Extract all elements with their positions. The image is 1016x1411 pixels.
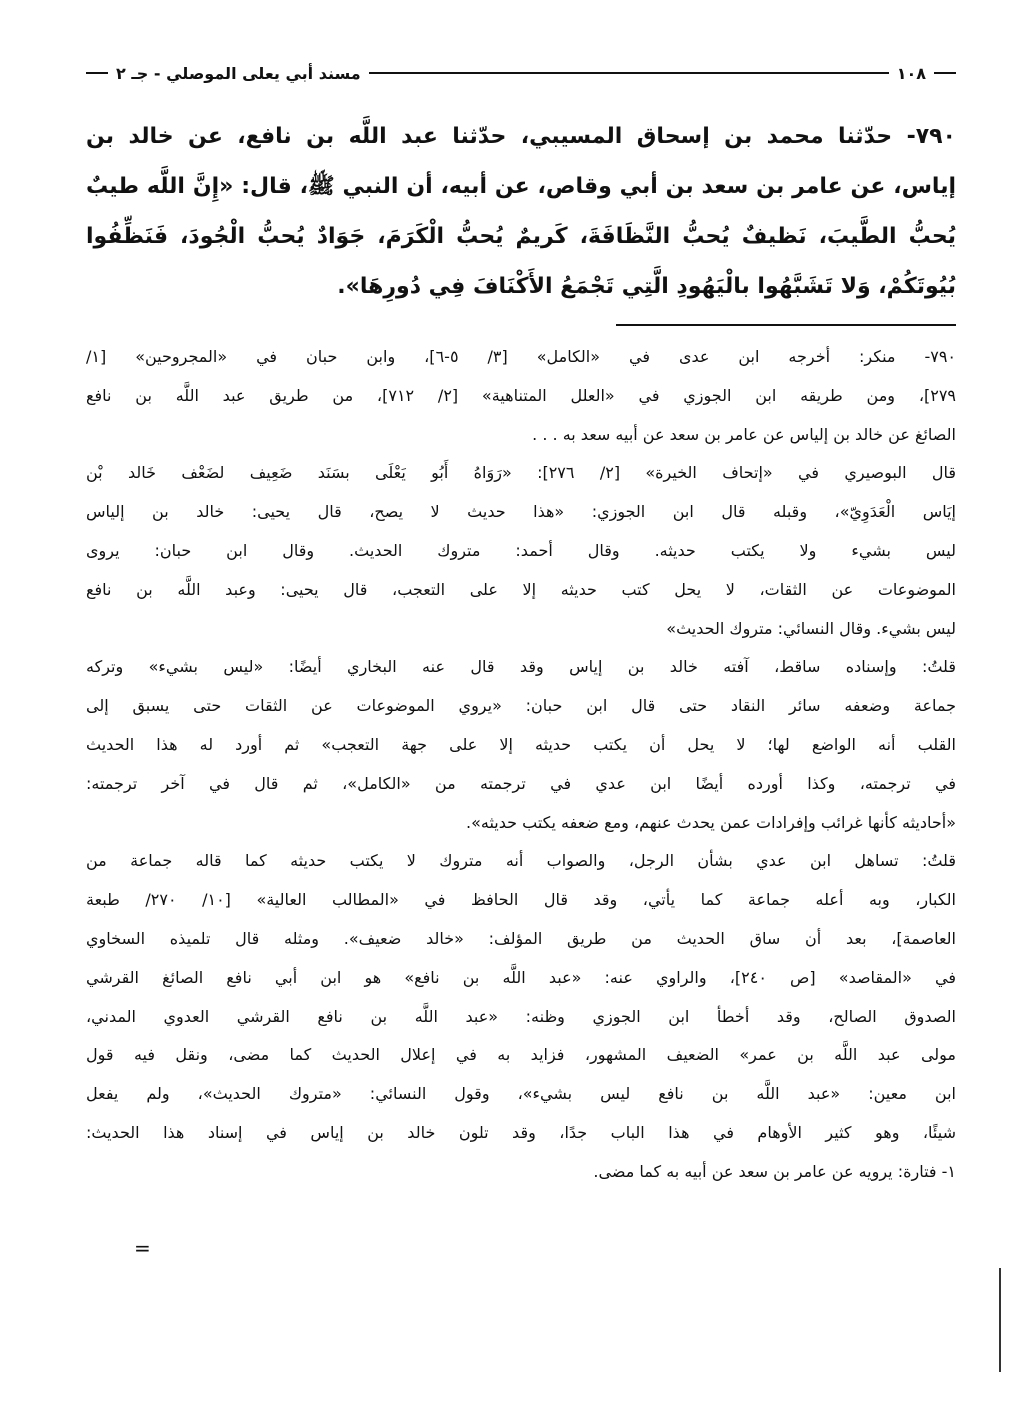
- footnotes: [86, 338, 956, 1192]
- footnote-line: في ترجمته، وكذا أورده أيضًا ابن عدي في ترجمته من «الكامل»، ثم قال في آخر ترجمته:: [86, 773, 956, 793]
- hadith-line: يُحبُّ الطَّيبَ، نَظيفٌ يُحبُّ النَّظَافَةَ، كَريمٌ يُحبُّ الْكَرَمَ، جَوَادٌ يُحبُّ الْجُودَ، فَنَظِّفُوا: [86, 224, 956, 249]
- footnote-line: إيَاس الْعَدَوِيّ»، وقبله قال ابن الجوزي: «هذا حديث لا يصح، قال يحيى: خالد بن إلياس: [86, 502, 956, 522]
- footnote-line: قال البوصيري في «إتحاف الخيرة» [٢/ ٢٧٦]: «رَوَاهُ أَبُو يَعْلَى بسَنَد ضَعِيف لضَعْف خَالد بْن: [86, 463, 956, 483]
- footnote-line: ابن معين: «عبد اللَّه بن نافع ليس بشيء»، وقول النسائي: «متروك الحديث»، ولم يفعل: [86, 1084, 956, 1104]
- page-number: ١٠٨: [896, 63, 926, 83]
- hadith-line: إياس، عن عامر بن سعد بن أبي وقاص، عن أبيه، أن النبي ﷺ، قال: «إِنَّ اللَّه طيبٌ: [86, 174, 956, 199]
- footnote-separator: [616, 324, 956, 326]
- footnote-line: «أحاديثه كأنها غرائب وإفرادات عمن يحدث عنهم، ومع ضعفه يكتب حديثه».: [466, 812, 956, 832]
- continuation-mark: =: [134, 1236, 151, 1260]
- footnote-line: ليس بشيء. وقال النسائي: متروك الحديث»: [666, 618, 956, 638]
- scan-margin-line: [999, 1268, 1001, 1372]
- footnote-line: العاصمة]، بعد أن ساق الحديث من طريق المؤلف: «خالد ضعيف». ومثله قال تلميذه السخاوي: [86, 928, 956, 948]
- footnote-line: شيئًا، وهو كثير الأوهام في هذا الباب جدًا، وقد تلون خالد بن إياس في إسناد هذا الحديث:: [86, 1122, 956, 1142]
- hadith-line: بُيُوتَكُمْ، وَلا تَشَبَّهُوا بالْيَهُودِ الَّتِي تَجْمَعُ الأَكْنَافَ فِي دُورِهَا».: [337, 274, 956, 299]
- header-dash: [934, 72, 956, 74]
- hadith-text: [86, 112, 956, 312]
- footnote-line: ١- فتارة: يرويه عن عامر بن سعد عن أبيه به كما مضى.: [593, 1161, 956, 1181]
- footnote-line: جماعة وضعفه سائر النقاد حتى قال ابن حبان: «يروي الموضوعات عن الثقات حتى يسبق إلى: [86, 696, 956, 716]
- footnote-line: قلتُ: وإسناده ساقط، آفته خالد بن إياس وقد قال عنه البخاري أيضًا: «ليس بشيء» وتركه: [86, 657, 956, 677]
- header-rule: [369, 72, 889, 74]
- footnote-line: مولى عبد اللَّه بن عمر» الضعيف المشهور، فزايد به في إعلال الحديث كما مضى، ونقل فيه قول: [86, 1045, 956, 1065]
- footnote-line: الصائغ عن خالد بن إلياس عن عامر بن سعد عن أبيه سعد به . . .: [532, 424, 956, 444]
- footnote-line: ليس بشيء ولا يكتب حديثه. وقال أحمد: متروك الحديث. وقال ابن حبان: يروى: [86, 540, 956, 560]
- footnote-line: ٢٧٩]، ومن طريقه ابن الجوزي في «العلل المتناهية» [٢/ ٧١٢]، من طريق عبد اللَّه بن نافع: [86, 385, 957, 405]
- running-header: [86, 58, 956, 88]
- footnote-line: الصدوق الصالح، وقد أخطأ ابن الجوزي وظنه: «عبد اللَّه بن نافع القرشي العدوي المدني،: [86, 1006, 956, 1026]
- book-page: [86, 0, 956, 1192]
- footnote-line: قلتُ: تساهل ابن عدي بشأن الرجل، والصواب أنه متروك لا يكتب حديثه كما قاله جماعة من: [86, 851, 956, 871]
- footnote-line: ٧٩٠- منكر: أخرجه ابن عدى في «الكامل» [٣/ ٥-٦]، وابن حبان في «المجروحين» [١/: [86, 347, 957, 366]
- book-title: مسند أبي يعلى الموصلي - جـ ٢: [116, 63, 361, 83]
- footnote-line: الموضوعات عن الثقات، لا يحل كتب حديثه إلا على التعجب، قال يحيى: وعبد اللَّه بن نافع: [86, 579, 956, 599]
- footnote-line: القلب أنه الواضع لها؛ لا يحل أن يكتب حديثه إلا على جهة التعجب» ثم أورد له هذا الحديث: [86, 734, 956, 754]
- header-dash: [86, 72, 108, 74]
- footnote-line: في «المقاصد» [ص ٢٤٠]، والراوي عنه: «عبد اللَّه بن نافع» هو ابن أبي نافع الصائغ القرشي: [86, 967, 956, 987]
- footnote-line: الكبار، وبه أعله جماعة كما يأتي، وقد قال الحافظ في «المطالب العالية» [١٠/ ٢٧٠/ طبعة: [86, 890, 956, 910]
- hadith-line: ٧٩٠- حدّثنا محمد بن إسحاق المسيبي، حدّثنا عبد اللَّه بن نافع، عن خالد بن: [86, 124, 956, 149]
